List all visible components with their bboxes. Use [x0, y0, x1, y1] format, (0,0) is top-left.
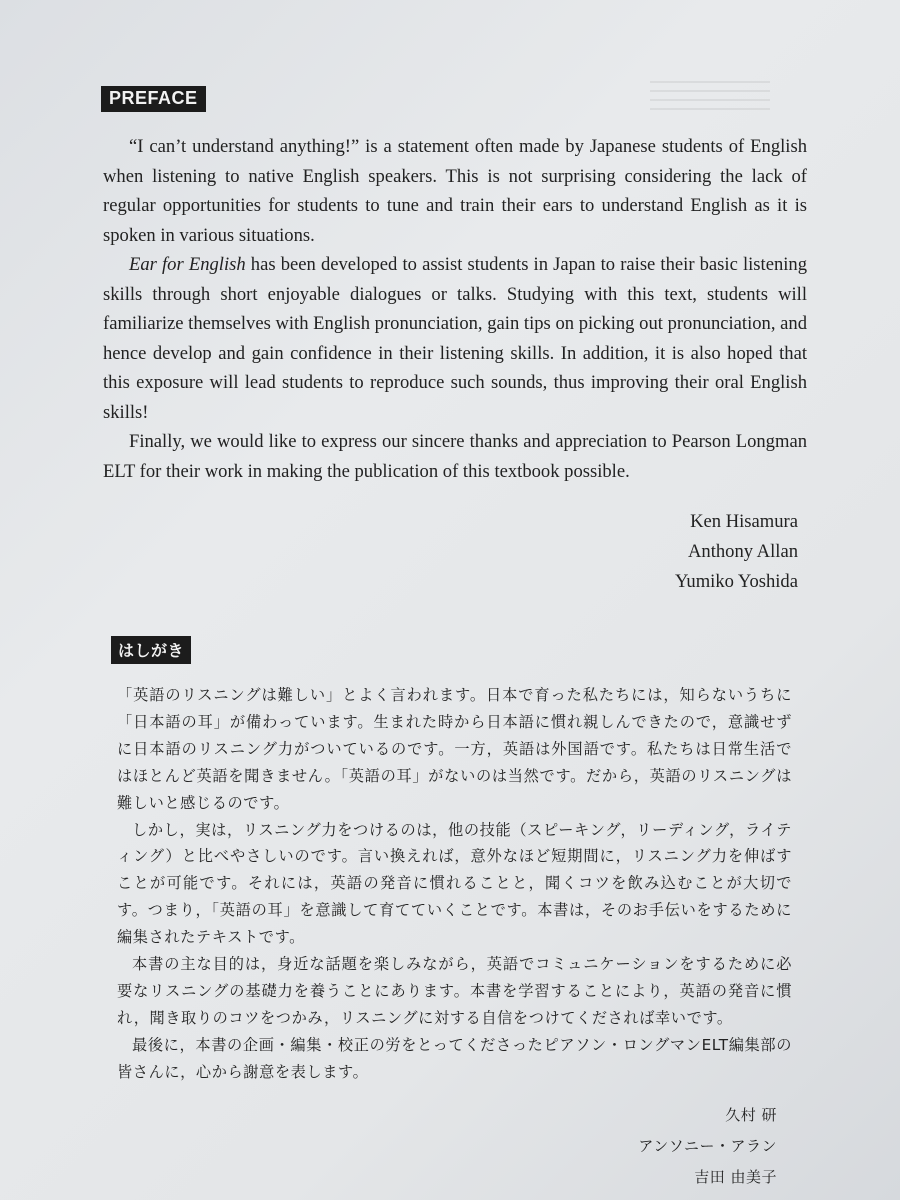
book-title: Ear for English — [129, 254, 246, 275]
hashigaki-paragraph-4: 最後に，本書の企画・編集・校正の労をとってくださったピアソン・ロングマンELT編集部の皆さんに，心から謝意を表します。 — [117, 1035, 792, 1081]
preface-paragraph-1: “I can’t understand anything!” is a statement often made by Japanese students of English when listening to native English speakers. This is not surprising considering the lack of regular opportunities for students to tune and train their ears to understand English as it is spoken in various situations. — [103, 136, 807, 246]
preface-heading: PREFACE — [101, 86, 206, 112]
hashigaki-paragraph-1: 「英語のリスニングは難しい」とよく言われます。日本で育った私たちには，知らないうちに「日本語の耳」が備わっています。生まれた時から日本語に慣れ親しんできたので，意識せずに日本語のリスニング力がついているのです。一方，英語は外国語です。私たちは日常生活ではほとんど英語を聞きません。「英語の耳」がないのは当然です。だから，英語のリスニングは難しいと感じるのです。 — [117, 686, 792, 812]
author-name-jp: 吉田 由美子 — [694, 1168, 777, 1186]
author-name: Ken Hisamura — [690, 511, 798, 532]
preface-signatures — [675, 507, 798, 597]
hashigaki-signatures — [638, 1100, 777, 1193]
hashigaki-body — [117, 682, 792, 1086]
preface-paragraph-3: Finally, we would like to express our sincere thanks and appreciation to Pearson Longman ELT for their work in making the publication of this textbook possible. — [103, 431, 807, 482]
author-name: Yumiko Yoshida — [675, 571, 798, 592]
hashigaki-paragraph-2: しかし，実は，リスニング力をつけるのは，他の技能（スピーキング，リーディング，ライティング）と比べやさしいのです。言い換えれば，意外なほど短期間に，リスニング力を伸ばすことが可能です。それには，英語の発音に慣れることと，聞くコツを飲み込むことが大切です。つまり，「英語の耳」を意識して育てていくことです。本書は，そのお手伝いをするために編集されたテキストです。 — [117, 820, 792, 947]
author-name: Anthony Allan — [687, 541, 798, 562]
hashigaki-heading: はしがき — [111, 636, 191, 664]
author-name-jp: アンソニー・アラン — [638, 1137, 777, 1155]
author-name-jp: 久村 研 — [725, 1106, 777, 1124]
preface-paragraph-2: Ear for English has been developed to assist students in Japan to raise their basic listening skills through short enjoyable dialogues or talks. Studying with this text, students will familiarize themselves with English pronunciation, gain tips on picking out pronunciation, and hence develop and gain confidence in their listening skills. In addition, it is also hoped that this exposure will lead students to reproduce such sounds, thus improving their oral English skills! — [103, 254, 808, 423]
preface-body — [103, 132, 807, 486]
hashigaki-paragraph-3: 本書の主な目的は，身近な話題を楽しみながら，英語でコミュニケーションをするために必要なリスニングの基礎力を養うことにあります。本書を学習することにより，英語の発音に慣れ，聞き取りのコツをつかみ，リスニングに対する自信をつけてくだされば幸いです。 — [117, 955, 792, 1027]
facing-page-bleed — [650, 80, 770, 110]
